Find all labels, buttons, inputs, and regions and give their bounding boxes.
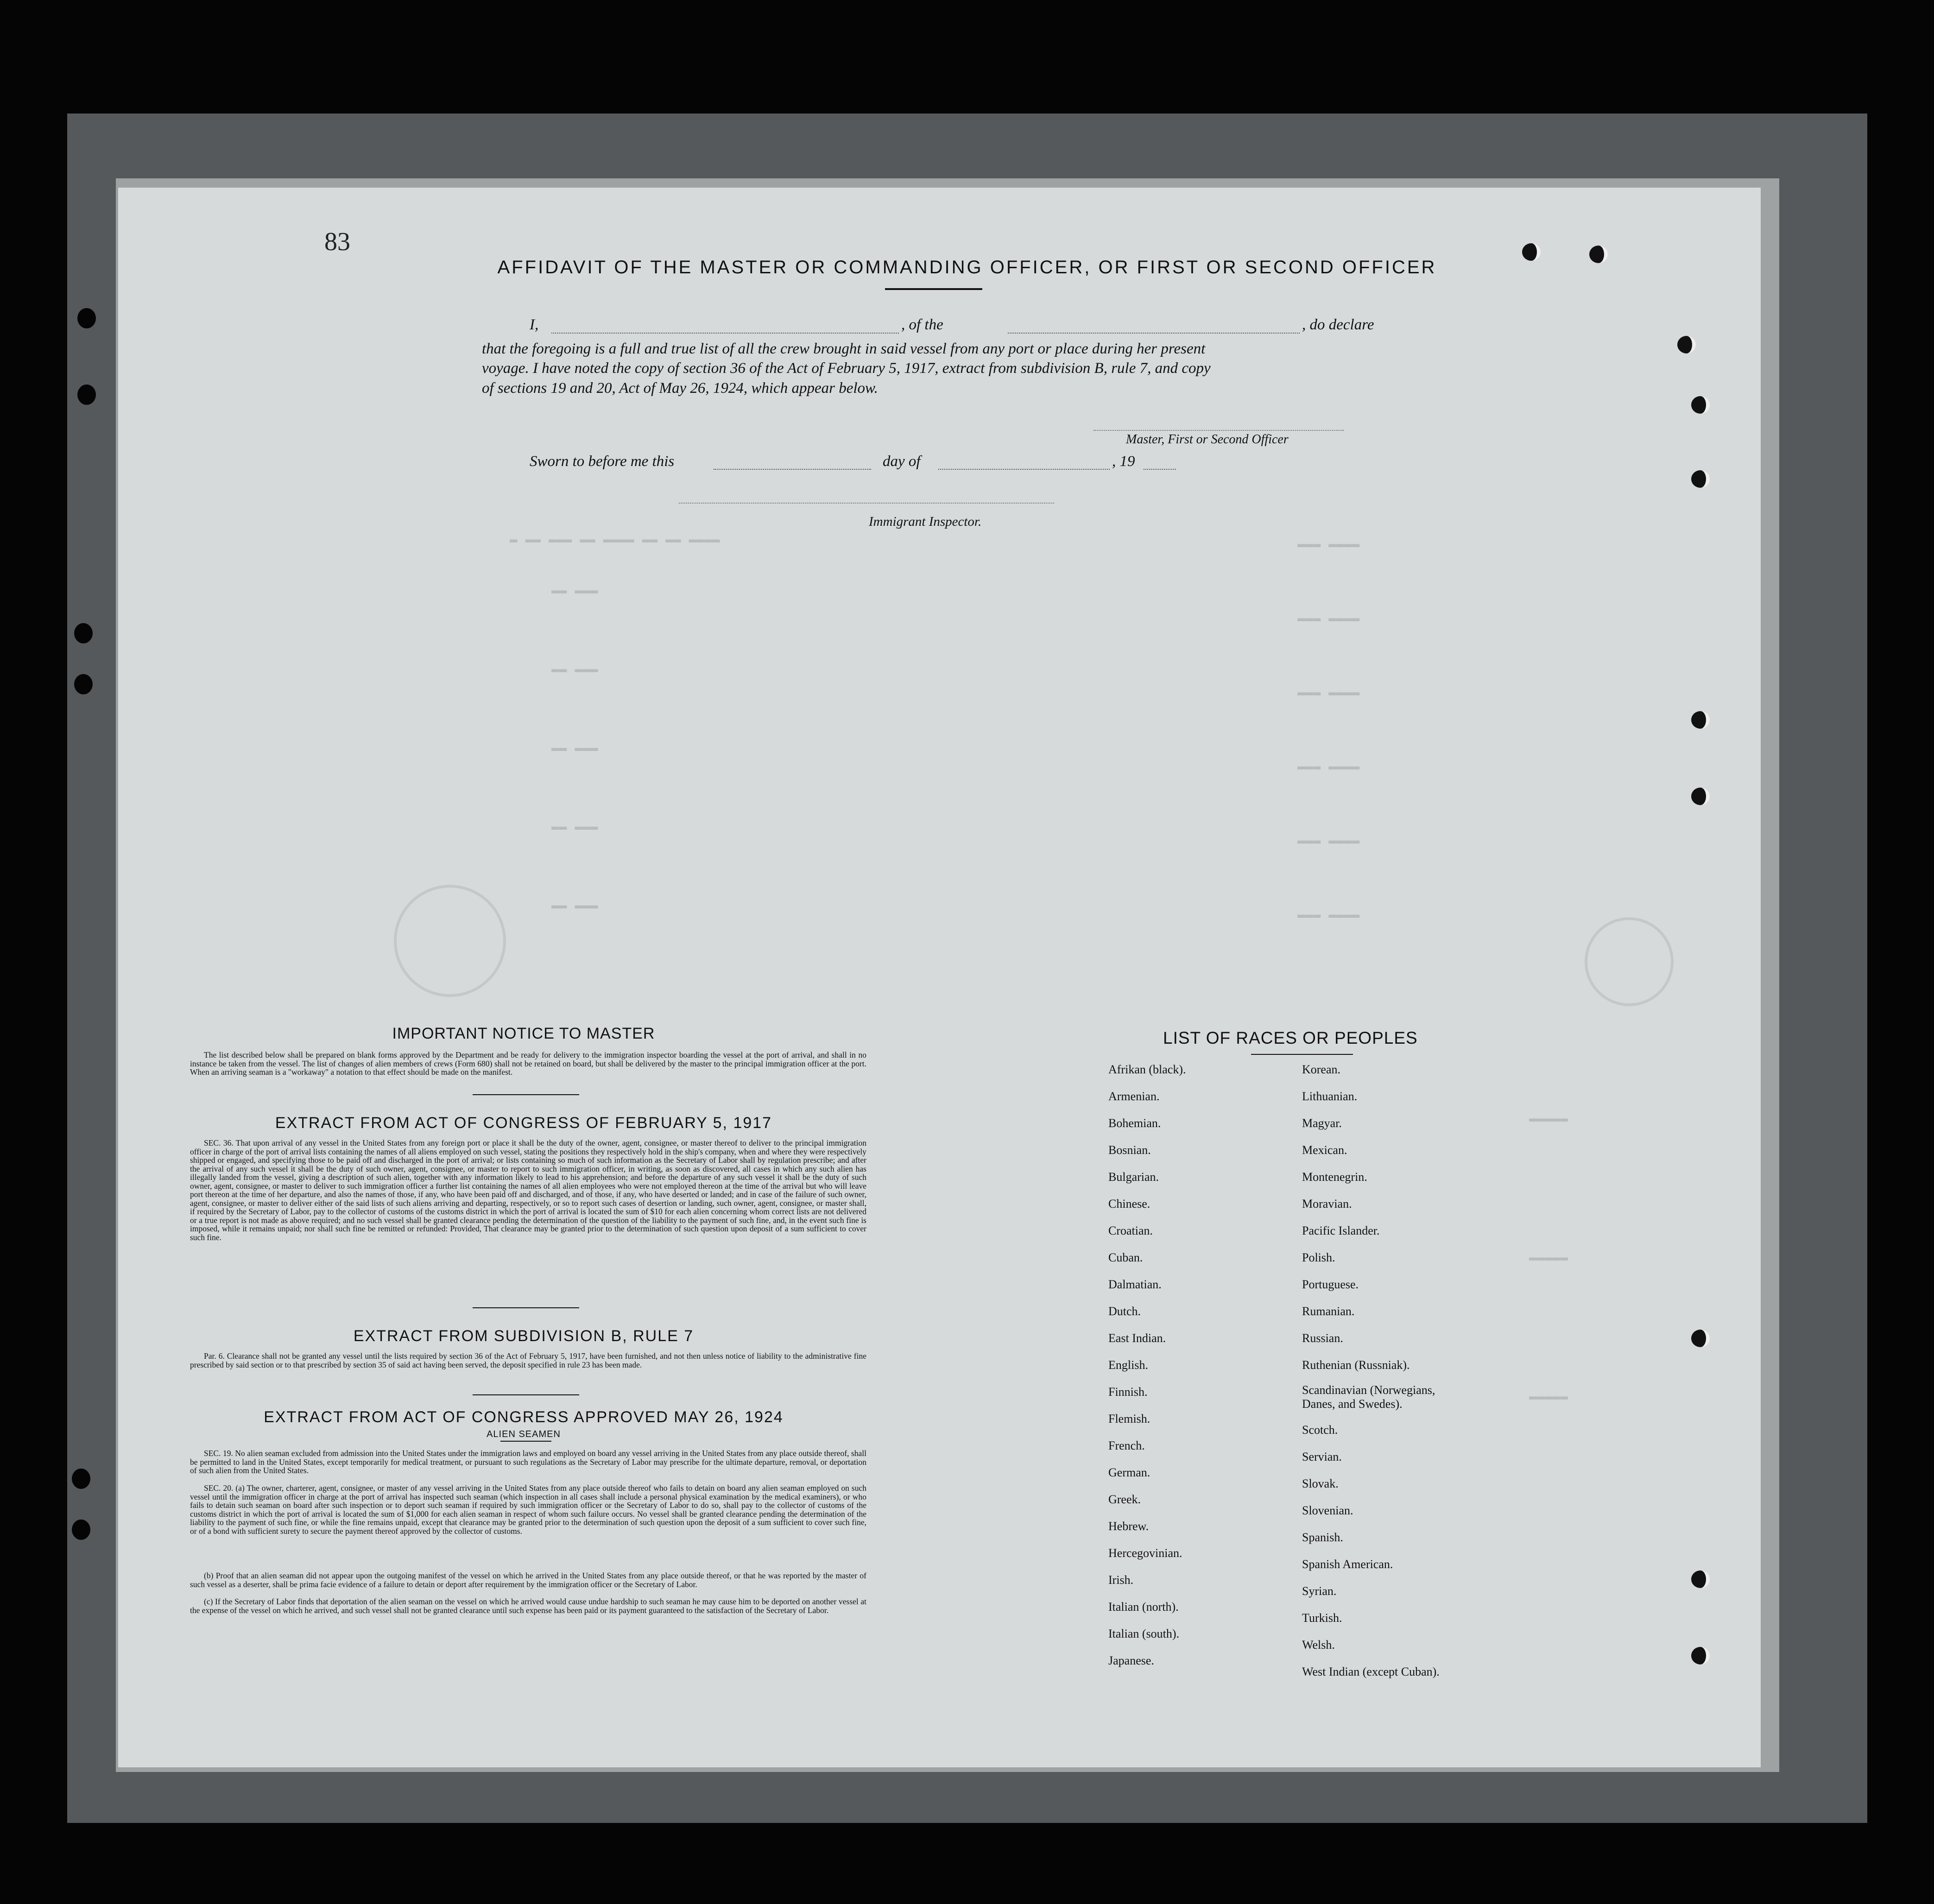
race-item: Italian (north). — [1108, 1600, 1179, 1614]
race-item: Armenian. — [1108, 1090, 1160, 1103]
sec-20a-text: SEC. 20. (a) The owner, charterer, agent, consignee, or master of any vessel arriving in the United States from any place outside thereof who fails to detain on board any alien seaman employed on such vessel until the immigration officer in charge at the port of arrival has inspected such seaman (which inspection in all cases shall include a personal physical examination by the medical examiners), or who fails to detain such seaman on board after such inspection or to deport such seaman if required by such immigration officer or the Secretary of Labor to do so, shall pay to the collector of customs of the customs district in which the port of arrival is located the sum of $1,000 for each alien seaman in respect of whom such failure occurs. No vessel shall be granted clearance pending the determination of the liability to the payment of such fine, or while the fine remains unpaid, except that clearance may be granted prior to the determination of such question upon the deposit of a sum sufficient to cover such fine, or of a bond with sufficient surety to secure the payment thereof approved by the collector of customs. — [190, 1483, 866, 1536]
race-item: East Indian. — [1108, 1331, 1166, 1345]
affidavit-line-3: voyage. I have noted the copy of section 36 of the Act of February 5, 1917, extract from subdivision B, rule 7, and copy — [482, 360, 1211, 377]
inspector-caption: Immigrant Inspector. — [869, 514, 982, 529]
race-item: Italian (south). — [1108, 1627, 1180, 1640]
race-item: Bohemian. — [1108, 1116, 1161, 1130]
race-item: Spanish. — [1302, 1531, 1343, 1544]
affidavit-line-4: of sections 19 and 20, Act of May 26, 1924, which appear below. — [482, 380, 878, 397]
race-item: Pacific Islander. — [1302, 1224, 1380, 1237]
divider — [473, 1094, 579, 1095]
race-item: Slovenian. — [1302, 1504, 1353, 1517]
races-left-column — [1108, 1056, 1186, 1674]
race-item: Dutch. — [1108, 1305, 1141, 1318]
race-item: Chinese. — [1108, 1197, 1150, 1210]
race-item: Dalmatian. — [1108, 1278, 1162, 1291]
race-item: Japanese. — [1108, 1654, 1154, 1667]
faint-stamp — [394, 885, 506, 997]
rule-7-title: EXTRACT FROM SUBDIVISION B, RULE 7 — [353, 1327, 694, 1345]
notice-title: IMPORTANT NOTICE TO MASTER — [392, 1025, 655, 1042]
race-item: Moravian. — [1302, 1197, 1352, 1210]
races-title: LIST OF RACES OR PEOPLES — [1163, 1028, 1418, 1047]
extract-1924-title: EXTRACT FROM ACT OF CONGRESS APPROVED MAY 26, 1924 — [264, 1408, 784, 1426]
affidavit-of-the: , of the — [901, 316, 943, 333]
race-item: Syrian. — [1302, 1584, 1337, 1598]
sec-20c-text: (c) If the Secretary of Labor finds that deportation of the alien seaman on the vessel on which he arrived would cause undue hardship to such seaman he may cause him to be deported on another vessel at the expense of the vessel on which he arrived, and such vessel shall not be granted clearance until such expense has been paid or its payment guaranteed to the satisfaction of the Secretary of Labor. — [190, 1597, 866, 1615]
race-item: Croatian. — [1108, 1224, 1153, 1237]
race-item: Scotch. — [1302, 1423, 1338, 1437]
affidavit-i-label: I, — [530, 316, 539, 333]
race-item: Russian. — [1302, 1331, 1343, 1345]
subtitle-underline — [500, 1441, 551, 1442]
sworn-day-field[interactable] — [714, 469, 871, 470]
race-item: Hebrew. — [1108, 1519, 1149, 1533]
race-item: German. — [1108, 1466, 1150, 1479]
race-item: Ruthenian (Russniak). — [1302, 1358, 1410, 1372]
race-item: Welsh. — [1302, 1638, 1335, 1652]
race-item: Rumanian. — [1302, 1305, 1355, 1318]
race-item: Bulgarian. — [1108, 1170, 1159, 1184]
race-item: Servian. — [1302, 1450, 1342, 1463]
race-item: Lithuanian. — [1302, 1090, 1358, 1103]
name-field[interactable] — [551, 333, 899, 334]
sworn-month-field[interactable] — [938, 469, 1110, 470]
race-item: West Indian (except Cuban). — [1302, 1665, 1440, 1678]
race-item: Flemish. — [1108, 1412, 1150, 1425]
race-item: Slovak. — [1302, 1477, 1339, 1490]
race-item: Hercegovinian. — [1108, 1546, 1182, 1560]
year-prefix: , 19 — [1112, 453, 1135, 470]
races-right-column — [1302, 1056, 1469, 1685]
divider — [473, 1307, 579, 1308]
rule-7-text: Par. 6. Clearance shall not be granted any vessel until the lists required by section 36 of the Act of February 5, 1917, have been furnished, and not then unless notice of liability to the administrative fine prescribed by said section or to that prescribed by section 35 of said act having been served, the deposit specified in rule 23 has been made. — [190, 1351, 866, 1369]
race-item: Korean. — [1302, 1063, 1341, 1076]
sworn-label: Sworn to before me this — [530, 453, 675, 470]
race-item: Portuguese. — [1302, 1278, 1359, 1291]
race-item: Afrikan (black). — [1108, 1063, 1186, 1076]
page-number: 83 — [324, 227, 350, 256]
race-item: English. — [1108, 1358, 1148, 1372]
vessel-field[interactable] — [1008, 333, 1300, 334]
sec-19-text: SEC. 19. No alien seaman excluded from admission into the United States under the immigration laws and employed on board any vessel arriving in the United States from any place outside thereof, shall be permitted to land in the United States, except temporarily for medical treatment, or pursuant to such regulations as the Secretary of Labor may prescribe for the ultimate departure, removal, or deportation of such alien from the United States. — [190, 1449, 866, 1475]
extract-1917-title: EXTRACT FROM ACT OF CONGRESS OF FEBRUARY 5, 1917 — [275, 1114, 772, 1132]
race-item: Scandinavian (Norwegians, Danes, and Swedes). — [1302, 1383, 1435, 1411]
divider — [473, 1394, 579, 1395]
day-of-label: day of — [883, 453, 921, 470]
inspector-signature-line[interactable] — [679, 503, 1054, 504]
title-underline — [885, 288, 982, 290]
sworn-year-field[interactable] — [1144, 469, 1176, 470]
extract-1917-text: SEC. 36. That upon arrival of any vessel in the United States from any foreign port or place it shall be the duty of the owner, agent, consignee, or master thereof to deliver to the principal immigration officer in charge of the port of arrival lists containing the names of all aliens employed on such vessel, stating the positions they respectively hold in the ship's company, when and where they were respectively shipped or engaged, and specifying those to be paid off and discharged in the port of arrival; or lists containing so much of such information as the Secretary of Labor shall by regulation prescribe; and after the arrival of any such vessel it shall be the duty of such owner, agent, consignee, or master to report to such immigration officer, in writing, as soon as discovered, all cases in which any such alien has illegally landed from the vessel, giving a description of such alien, together with any information likely to lead to his apprehension; and before the departure of any such vessel it shall be the duty of such owner, agent, consignee, or master to deliver to such immigration officer a further list containing the names of all alien employees who were not employed thereon at the time of the arrival but who will leave port thereon at the time of her departure, and also the names of those, if any, who have been paid off and discharged, and of those, if any, who have deserted or landed; and in case of the failure of such owner, agent, consignee, or master to deliver either of the said lists of such aliens arriving and departing, respectively, or so to report such cases of desertion or landing, such owner, agent, consignee, or master shall, if required by the Secretary of Labor, pay to the collector of customs of the customs district in which the port of arrival is located the sum of $10 for each alien concerning whom correct lists are not delivered or a true report is not made as above required; and no such vessel shall be granted clearance pending the determination of the question of the liability to the payment of such fine, and, in the event such fine is imposed, while it remains unpaid; nor shall such fine be remitted or refunded: Provided, That clearance may be granted prior to the determination of such question upon deposit of a sum sufficient to cover such fine. — [190, 1138, 866, 1242]
race-item: Turkish. — [1302, 1611, 1342, 1625]
races-underline — [1251, 1054, 1353, 1055]
faint-stamp — [1585, 917, 1674, 1006]
officer-signature-line[interactable] — [1093, 430, 1344, 431]
race-item: Montenegrin. — [1302, 1170, 1367, 1184]
race-item: Bosnian. — [1108, 1143, 1151, 1157]
officer-caption: Master, First or Second Officer — [1126, 432, 1289, 447]
race-item: Cuban. — [1108, 1251, 1143, 1264]
affidavit-line-2: that the foregoing is a full and true list of all the crew brought in said vessel from any port or place during her present — [482, 340, 1206, 357]
affidavit-do-declare: , do declare — [1302, 316, 1374, 333]
race-item: Polish. — [1302, 1251, 1335, 1264]
race-item: Greek. — [1108, 1493, 1141, 1506]
sec-20b-text: (b) Proof that an alien seaman did not appear upon the outgoing manifest of the vessel on which he arrived in the United States from any place outside thereof, or that he was reported by the master of such vessel as a deserter, shall be prima facie evidence of a failure to detain or deport after requirement by the immigration officer or the Secretary of Labor. — [190, 1571, 866, 1589]
race-item: Irish. — [1108, 1573, 1134, 1587]
race-item: Spanish American. — [1302, 1557, 1393, 1571]
race-item: Mexican. — [1302, 1143, 1347, 1157]
affidavit-title: AFFIDAVIT OF THE MASTER OR COMMANDING OFFICER, OR FIRST OR SECOND OFFICER — [497, 257, 1437, 277]
race-item: French. — [1108, 1439, 1145, 1452]
race-item: Finnish. — [1108, 1385, 1148, 1399]
notice-text: The list described below shall be prepared on blank forms approved by the Department and be ready for delivery to the immigration inspector boarding the vessel at the port of arrival, and shall in no instance be taken from the vessel. The list of changes of alien members of crews (Form 680) shall not be retained on board, but shall be delivered by the master to the principal immigration officer at the port. When an arriving seaman is a "workaway" a notation to that effect should be made on the manifest. — [190, 1050, 866, 1077]
race-item: Magyar. — [1302, 1116, 1342, 1130]
alien-seamen-subtitle: ALIEN SEAMEN — [487, 1429, 561, 1439]
